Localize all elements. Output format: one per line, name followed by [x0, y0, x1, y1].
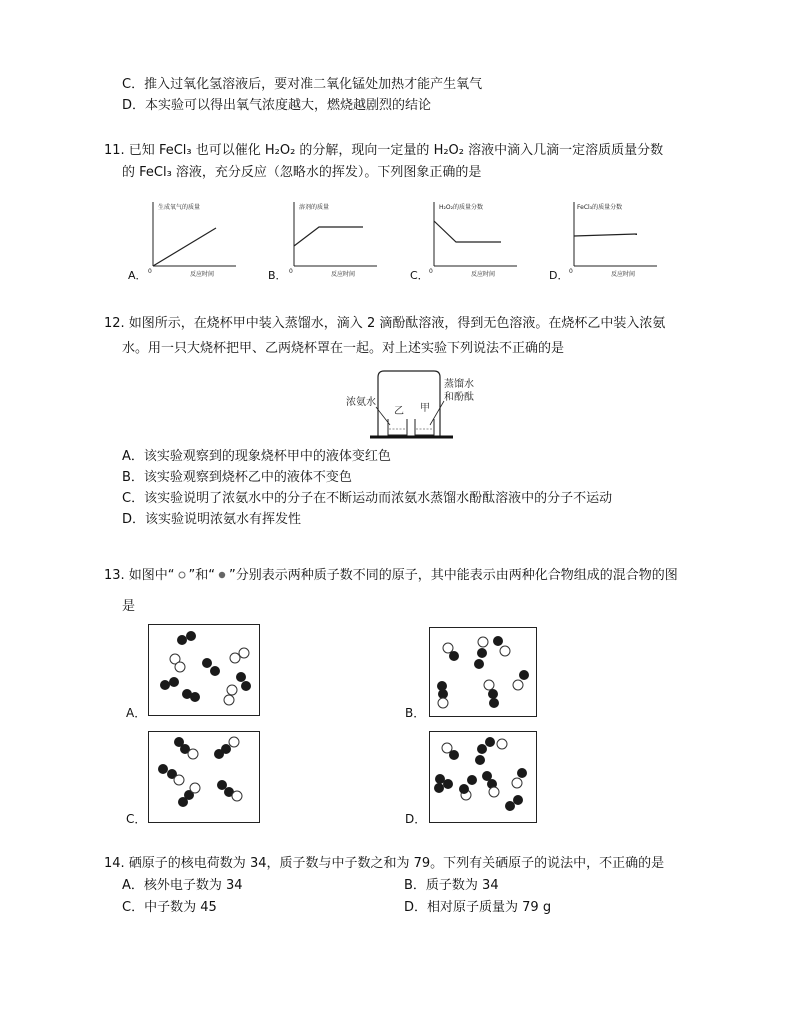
white-atom	[224, 695, 234, 705]
white-atom	[478, 637, 488, 647]
white-atom	[190, 783, 200, 793]
white-atom	[227, 685, 237, 695]
white-atom	[175, 662, 185, 672]
q11-graph-c-curve	[434, 221, 501, 242]
q13-stem-part3: ”分别表示两种质子数不同的原子，其中能表示由两种化合物组成的混合物的图	[229, 568, 678, 583]
black-atom	[190, 692, 200, 702]
q11-graph-a-origin: 0	[148, 268, 152, 275]
q13-box-b	[429, 627, 537, 717]
black-atom	[517, 768, 527, 778]
q13-stem-part1: 13. 如图中“	[104, 568, 175, 583]
white-atom	[500, 646, 510, 656]
q12-option-c: C．该实验说明了浓氨水中的分子在不断运动而浓氨水蒸馏水酚酞溶液中的分子不运动	[122, 491, 613, 506]
black-atom	[475, 755, 485, 765]
q13-stem-line1	[104, 567, 678, 585]
black-atom	[214, 749, 224, 759]
q11-graph-b-xlabel: 反应时间	[331, 271, 356, 278]
label-distilled-water: 蒸馏水	[444, 379, 474, 390]
white-atom	[230, 653, 240, 663]
q11-graph-c-plot	[421, 198, 521, 280]
white-atom	[443, 643, 453, 653]
white-atom	[174, 775, 184, 785]
q12-stem-line2: 水。用一只大烧杯把甲、乙两烧杯罩在一起。对上述实验下列说法不正确的是	[122, 341, 565, 356]
q11-graph-b-letter: B．	[268, 269, 287, 282]
q13-option-d-letter: D．	[405, 812, 427, 826]
q13-box-a	[148, 624, 260, 716]
q11-graph-c-xlabel: 反应时间	[471, 271, 496, 278]
q14-option-b: B．质子数为 34	[404, 878, 499, 893]
q13-box-a-molecules	[149, 625, 259, 715]
white-atom	[512, 778, 522, 788]
black-atom	[513, 795, 523, 805]
black-atom-icon	[217, 570, 227, 580]
black-atom	[434, 783, 444, 793]
q12-option-b: B．该实验观察到烧杯乙中的液体不变色	[122, 470, 352, 485]
q11-graph-a-letter: A．	[128, 269, 147, 282]
q13-stem-part2: ”和“	[188, 568, 216, 583]
q13-box-b-molecules	[430, 628, 536, 716]
q11-graph-c-origin: 0	[429, 268, 433, 275]
q11-graph-b-origin: 0	[289, 268, 293, 275]
black-atom	[477, 648, 487, 658]
q11-graph-d-plot	[561, 198, 661, 280]
black-atom	[177, 635, 187, 645]
black-atom	[489, 698, 499, 708]
q13-box-c-molecules	[149, 732, 259, 822]
q11-graph-a-ylabel: 生成氧气的质量	[158, 204, 201, 211]
q13-stem-line2: 是	[122, 599, 136, 614]
white-atom	[188, 749, 198, 759]
black-atom	[459, 784, 469, 794]
black-atom	[493, 636, 503, 646]
q14-option-d: D．相对原子质量为 79 g	[404, 900, 552, 915]
q12-option-d: D．该实验说明浓氨水有挥发性	[122, 512, 302, 527]
q11-graph-b-curve	[294, 227, 363, 246]
black-atom	[202, 658, 212, 668]
white-atom	[513, 680, 523, 690]
black-atom	[505, 801, 515, 811]
q13-box-c	[148, 731, 260, 823]
q13-option-c-letter: C．	[126, 812, 147, 826]
q11-graph-a-curve	[153, 228, 216, 266]
black-atom	[443, 779, 453, 789]
black-atom	[477, 744, 487, 754]
white-atom	[489, 787, 499, 797]
black-atom	[186, 631, 196, 641]
q11-stem-line1: 11. 已知 FeCl₃ 也可以催化 H₂O₂ 的分解，现向一定量的 H₂O₂ 溶液中滴入几滴一定溶质质量分数	[104, 143, 664, 158]
black-atom	[160, 680, 170, 690]
black-atom	[449, 750, 459, 760]
black-atom	[158, 764, 168, 774]
q11-graph-d-curve	[574, 234, 637, 236]
q12-stem-line1: 12. 如图所示，在烧杯甲中装入蒸馏水，滴入 2 滴酚酞溶液，得到无色溶液。在烧杯乙中装入浓氨	[104, 316, 666, 331]
q11-stem-line2: 的 FeCl₃ 溶液，充分反应（忽略水的挥发）。下列图象正确的是	[122, 165, 482, 180]
white-atom	[232, 791, 242, 801]
q13-option-a-letter: A．	[126, 706, 147, 720]
large-beaker	[378, 371, 440, 437]
q13-box-d	[429, 731, 537, 823]
black-atom	[488, 689, 498, 699]
q14-option-c: C．中子数为 45	[122, 900, 217, 915]
beaker-yi	[388, 419, 407, 435]
black-atom	[485, 737, 495, 747]
q11-graph-d-letter: D．	[549, 269, 569, 282]
q11-graph-a-plot	[140, 198, 240, 280]
black-atom	[519, 670, 529, 680]
q11-graph-c-ylabel: H₂O₂的质量分数	[439, 204, 484, 211]
q14-stem: 14. 硒原子的核电荷数为 34，质子数与中子数之和为 79。下列有关硒原子的说法中，不正确的是	[104, 856, 665, 871]
q10-option-c: C．推入过氧化氢溶液后，要对准二氧化锰处加热才能产生氧气	[122, 77, 483, 92]
white-atom	[497, 739, 507, 749]
black-atom	[241, 681, 251, 691]
q11-graph-d-xlabel: 反应时间	[611, 271, 636, 278]
black-atom	[236, 672, 246, 682]
black-atom	[169, 677, 179, 687]
q13-option-b-letter: B．	[405, 706, 426, 720]
q13-box-d-molecules	[430, 732, 536, 822]
q10-option-d: D．本实验可以得出氧气浓度越大，燃烧越剧烈的结论	[122, 98, 432, 113]
white-atom	[229, 737, 239, 747]
q11-graph-d-ylabel: FeCl₃的质量分数	[577, 204, 623, 211]
white-atom	[484, 680, 494, 690]
q11-graph-c-letter: C．	[410, 269, 429, 282]
q11-graph-d-origin: 0	[569, 268, 573, 275]
label-beaker-jia: 甲	[420, 403, 430, 414]
label-phenolphthalein: 和酚酞	[444, 392, 474, 403]
label-concentrated-ammonia: 浓氨水	[346, 397, 376, 408]
black-atom	[210, 666, 220, 676]
label-beaker-yi: 乙	[394, 406, 404, 417]
q11-graph-b-plot	[281, 198, 381, 280]
q12-apparatus-figure	[340, 365, 474, 445]
black-atom	[449, 651, 459, 661]
q14-option-a: A．核外电子数为 34	[122, 878, 243, 893]
q11-graph-a-xlabel: 反应时间	[190, 271, 215, 278]
q11-graph-b-ylabel: 溶剂的质量	[299, 204, 330, 211]
black-atom	[474, 659, 484, 669]
white-atom-icon	[177, 570, 187, 580]
beaker-jia	[415, 419, 434, 435]
q12-option-a: A．该实验观察到的现象烧杯甲中的液体变红色	[122, 449, 391, 464]
white-atom	[239, 648, 249, 658]
black-atom	[467, 775, 477, 785]
white-atom	[438, 698, 448, 708]
